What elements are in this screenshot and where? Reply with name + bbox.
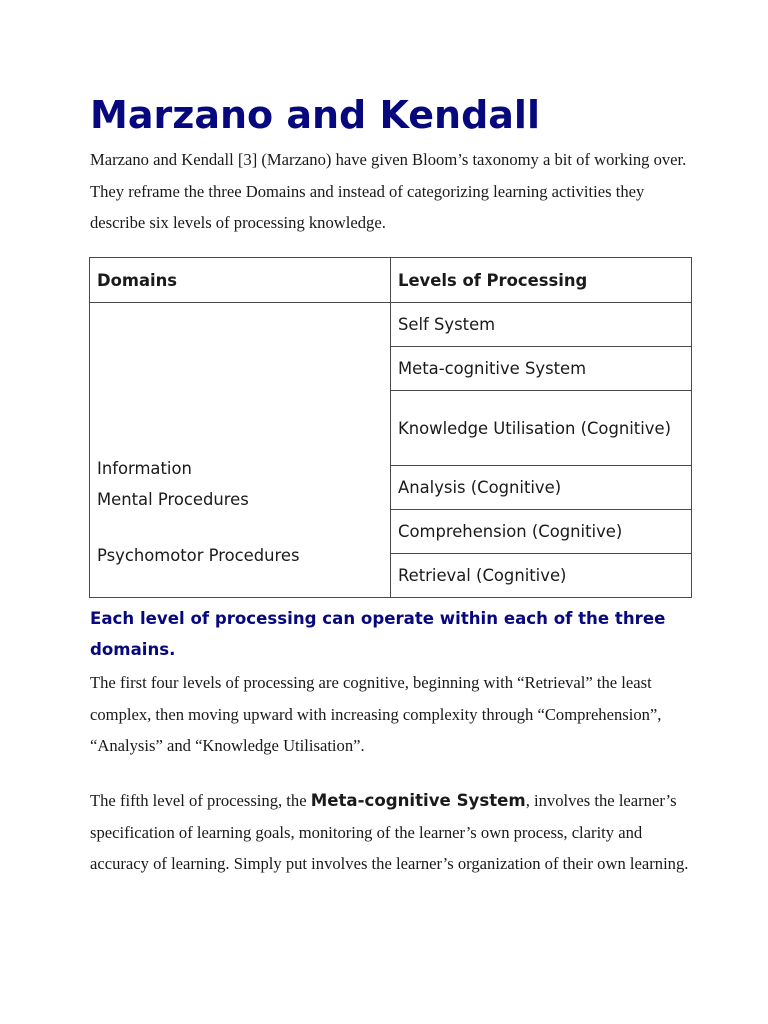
- domain-psychomotor-procedures: Psychomotor Procedures: [97, 546, 300, 565]
- level-knowledge-utilisation: Knowledge Utilisation (Cognitive): [391, 391, 692, 466]
- table-header-row: [90, 258, 692, 303]
- domain-information: Information: [97, 459, 192, 478]
- domain-spacer: [97, 515, 383, 540]
- level-retrieval: Retrieval (Cognitive): [391, 554, 692, 598]
- table-header-domains: Domains: [90, 258, 391, 303]
- domains-cell: [90, 303, 391, 598]
- paragraph2-before: The fifth level of processing, the: [90, 791, 311, 810]
- level-comprehension: Comprehension (Cognitive): [391, 510, 692, 554]
- section-subheading: Each level of processing can operate within each of the three domains.: [90, 609, 666, 659]
- level-analysis: Analysis (Cognitive): [391, 466, 692, 510]
- page-title: Marzano and Kendall: [90, 93, 540, 137]
- domains-levels-table: [89, 257, 692, 598]
- meta-cognitive-system-term: Meta-cognitive System: [310, 791, 526, 810]
- paragraph2-after: , involves the learner’s specification of learning goals, monitoring of the learner’s own process, clarity and accuracy of learning. Simply put involves the learner’s organization of their own learning.: [90, 791, 689, 873]
- intro-paragraph: Marzano and Kendall [3] (Marzano) have given Bloom’s taxonomy a bit of working over. They reframe the three Domains and instead of categorizing learning activities they describe six levels of processing knowledge.: [90, 150, 687, 232]
- paragraph-cognitive-levels: The first four levels of processing are cognitive, beginning with “Retrieval” the least complex, then moving upward with increasing complexity through “Comprehension”, “Analysis” and “Knowledge Utilisation”.: [90, 673, 662, 755]
- table-row: [90, 303, 692, 347]
- paragraph-meta-cognitive: [90, 785, 690, 880]
- level-self-system: Self System: [391, 303, 692, 347]
- level-meta-cognitive-system: Meta-cognitive System: [391, 347, 692, 391]
- table-header-levels: Levels of Processing: [391, 258, 692, 303]
- domain-mental-procedures: Mental Procedures: [97, 490, 249, 509]
